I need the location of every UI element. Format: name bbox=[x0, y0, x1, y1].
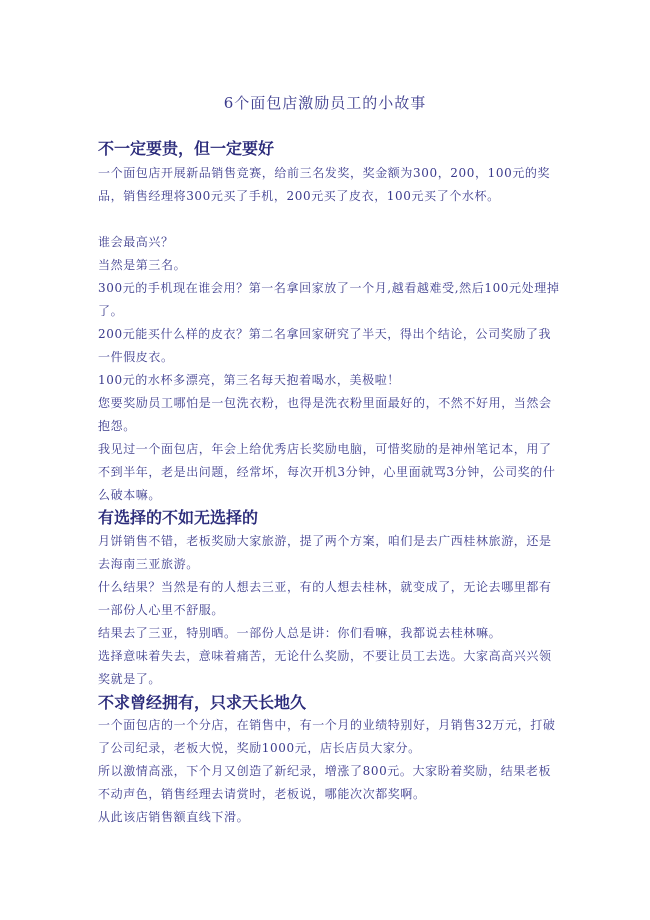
paragraph: 100元的水杯多漂亮，第三名每天抱着喝水，美极啦！ bbox=[98, 373, 400, 387]
paragraph: 200元能买什么样的皮衣？第二名拿回家研究了半天，得出个结论，公司奖励了我一件假皮衣。 bbox=[98, 327, 552, 364]
document-title: 6个面包店激励员工的小故事 bbox=[223, 94, 427, 112]
paragraph: 所以激情高涨，下个月又创造了新纪录，增涨了800元。大家盼着奖励，结果老板不动声色，销售经理去请赏时，老板说，哪能次次都奖啊。 bbox=[98, 764, 552, 801]
paragraph: 您要奖励员工哪怕是一包洗衣粉，也得是洗衣粉里面最好的，不然不好用，当然会抱怨。 bbox=[98, 396, 552, 433]
section-heading-3: 不求曾经拥有，只求天长地久 bbox=[98, 693, 307, 712]
paragraph: 选择意味着失去，意味着痛苦，无论什么奖励，不要让员工去选。大家高高兴兴领奖就是了。 bbox=[98, 649, 552, 686]
paragraph: 月饼销售不错，老板奖励大家旅游，提了两个方案，咱们是去广西桂林旅游，还是去海南三亚旅游。 bbox=[98, 534, 552, 571]
paragraph: 一个面包店的一个分店，在销售中，有一个月的业绩特别好，月销售32万元，打破了公司纪录，老板大悦，奖励1000元，店长店员大家分。 bbox=[98, 718, 556, 755]
paragraph: 300元的手机现在谁会用？第一名拿回家放了一个月,越看越难受,然后100元处理掉了。 bbox=[98, 281, 560, 318]
paragraph: 从此该店销售额直线下滑。 bbox=[98, 810, 250, 824]
paragraph: 谁会最高兴？ bbox=[98, 235, 174, 249]
paragraph: 当然是第三名。 bbox=[98, 258, 187, 272]
section-heading-1: 不一定要贵，但一定要好 bbox=[98, 139, 275, 158]
paragraph: 结果去了三亚，特别晒。一部份人总是讲：你们看嘛，我都说去桂林嘛。 bbox=[98, 626, 502, 640]
paragraph: 我见过一个面包店，年会上给优秀店长奖励电脑，可惜奖励的是神州笔记本，用了不到半年，老是出问题，经常坏，每次开机3分钟，心里面就骂3分钟，公司奖的什么破本嘛。 bbox=[98, 442, 556, 502]
section-heading-2: 有选择的不如无选择的 bbox=[98, 508, 259, 527]
paragraph: 什么结果？当然是有的人想去三亚，有的人想去桂林，就变成了，无论去哪里都有一部份人心里不舒服。 bbox=[98, 580, 552, 617]
paragraph: 一个面包店开展新品销售竞赛，给前三名发奖，奖金额为300，200，100元的奖品，销售经理将300元买了手机，200元买了皮衣，100元买了个水杯。 bbox=[98, 166, 551, 203]
